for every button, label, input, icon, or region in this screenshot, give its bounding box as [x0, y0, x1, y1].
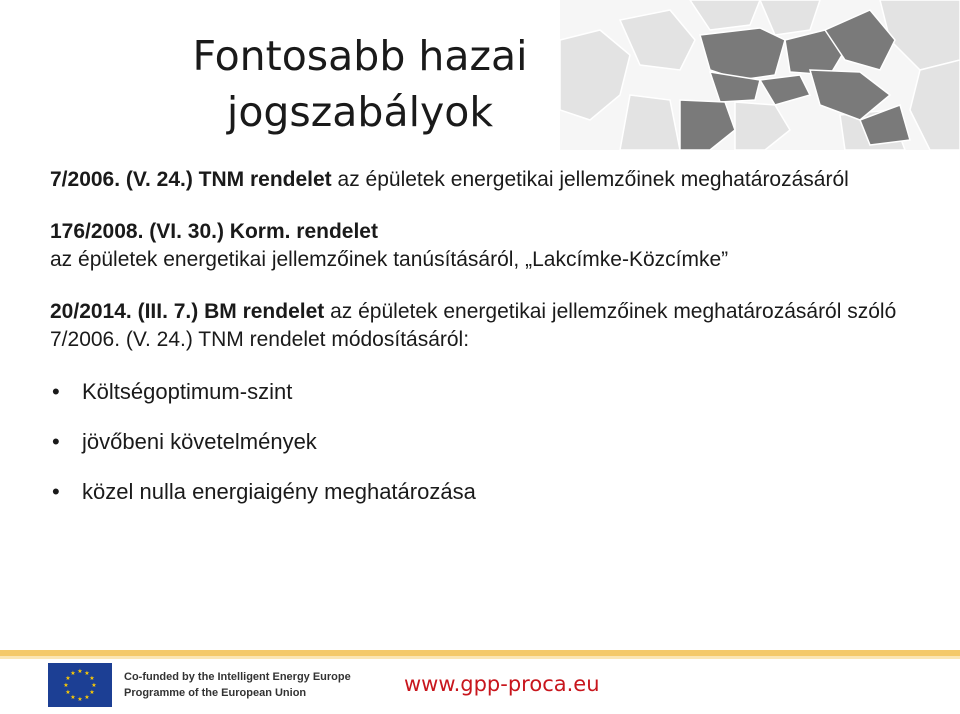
svg-text:★: ★ — [89, 675, 95, 682]
list-item — [50, 478, 910, 506]
list-item-label: közel nulla energiaigény meghatározása — [82, 479, 476, 504]
paragraph-bm-2014-text: az épületek energetikai jellemzőinek meghatározásáról szóló 7/2006. (V. 24.) TNM rendelet módosításáról: — [50, 300, 897, 351]
svg-text:★: ★ — [63, 682, 69, 689]
paragraph-bm-2014-bold: 20/2014. (III. 7.) BM rendelet — [50, 300, 325, 323]
paragraph-korm-2008-bold: 176/2008. (VI. 30.) Korm. rendelet — [50, 220, 378, 243]
bullet-icon: • — [52, 429, 60, 454]
cofunding-notice — [124, 669, 351, 701]
slide-title-line2: jogszabályok — [226, 88, 494, 136]
bullet-icon: • — [52, 479, 60, 504]
svg-text:★: ★ — [70, 694, 76, 701]
svg-text:★: ★ — [89, 689, 95, 696]
slide-title-line1: Fontosabb hazai — [192, 32, 528, 80]
paragraph-korm-2008 — [50, 218, 910, 274]
bullet-icon: • — [52, 379, 60, 404]
svg-text:★: ★ — [77, 668, 83, 675]
svg-text:★: ★ — [77, 696, 83, 703]
paragraph-bm-2014 — [50, 298, 910, 354]
bullet-list — [50, 378, 910, 506]
paragraph-tnm-2006-bold: 7/2006. (V. 24.) TNM rendelet — [50, 168, 332, 191]
svg-text:★: ★ — [84, 670, 90, 677]
list-item-label: jövőbeni követelmények — [82, 429, 317, 454]
cofunding-line1: Co-funded by the Intelligent Energy Europe — [124, 671, 351, 683]
eu-flag-icon — [48, 663, 112, 707]
list-item — [50, 428, 910, 456]
paragraph-korm-2008-text: az épületek energetikai jellemzőinek tanúsításáról, „Lakcímke-Közcímke” — [50, 248, 729, 271]
paragraph-tnm-2006 — [50, 166, 910, 194]
svg-text:★: ★ — [84, 694, 90, 701]
list-item — [50, 378, 910, 406]
svg-text:★: ★ — [70, 670, 76, 677]
svg-text:★: ★ — [91, 682, 97, 689]
svg-text:★: ★ — [65, 689, 71, 696]
slide-body — [50, 166, 910, 528]
project-url-link[interactable]: www.gpp-proca.eu — [404, 672, 600, 696]
paragraph-tnm-2006-text: az épületek energetikai jellemzőinek meghatározásáról — [331, 168, 849, 191]
svg-text:★: ★ — [65, 675, 71, 682]
list-item-label: Költségoptimum-szint — [82, 379, 293, 404]
footer-accent-bar-light — [0, 656, 960, 659]
slide-title — [150, 28, 570, 140]
cofunding-line2: Programme of the European Union — [124, 687, 307, 699]
europe-map-icon — [560, 0, 960, 150]
